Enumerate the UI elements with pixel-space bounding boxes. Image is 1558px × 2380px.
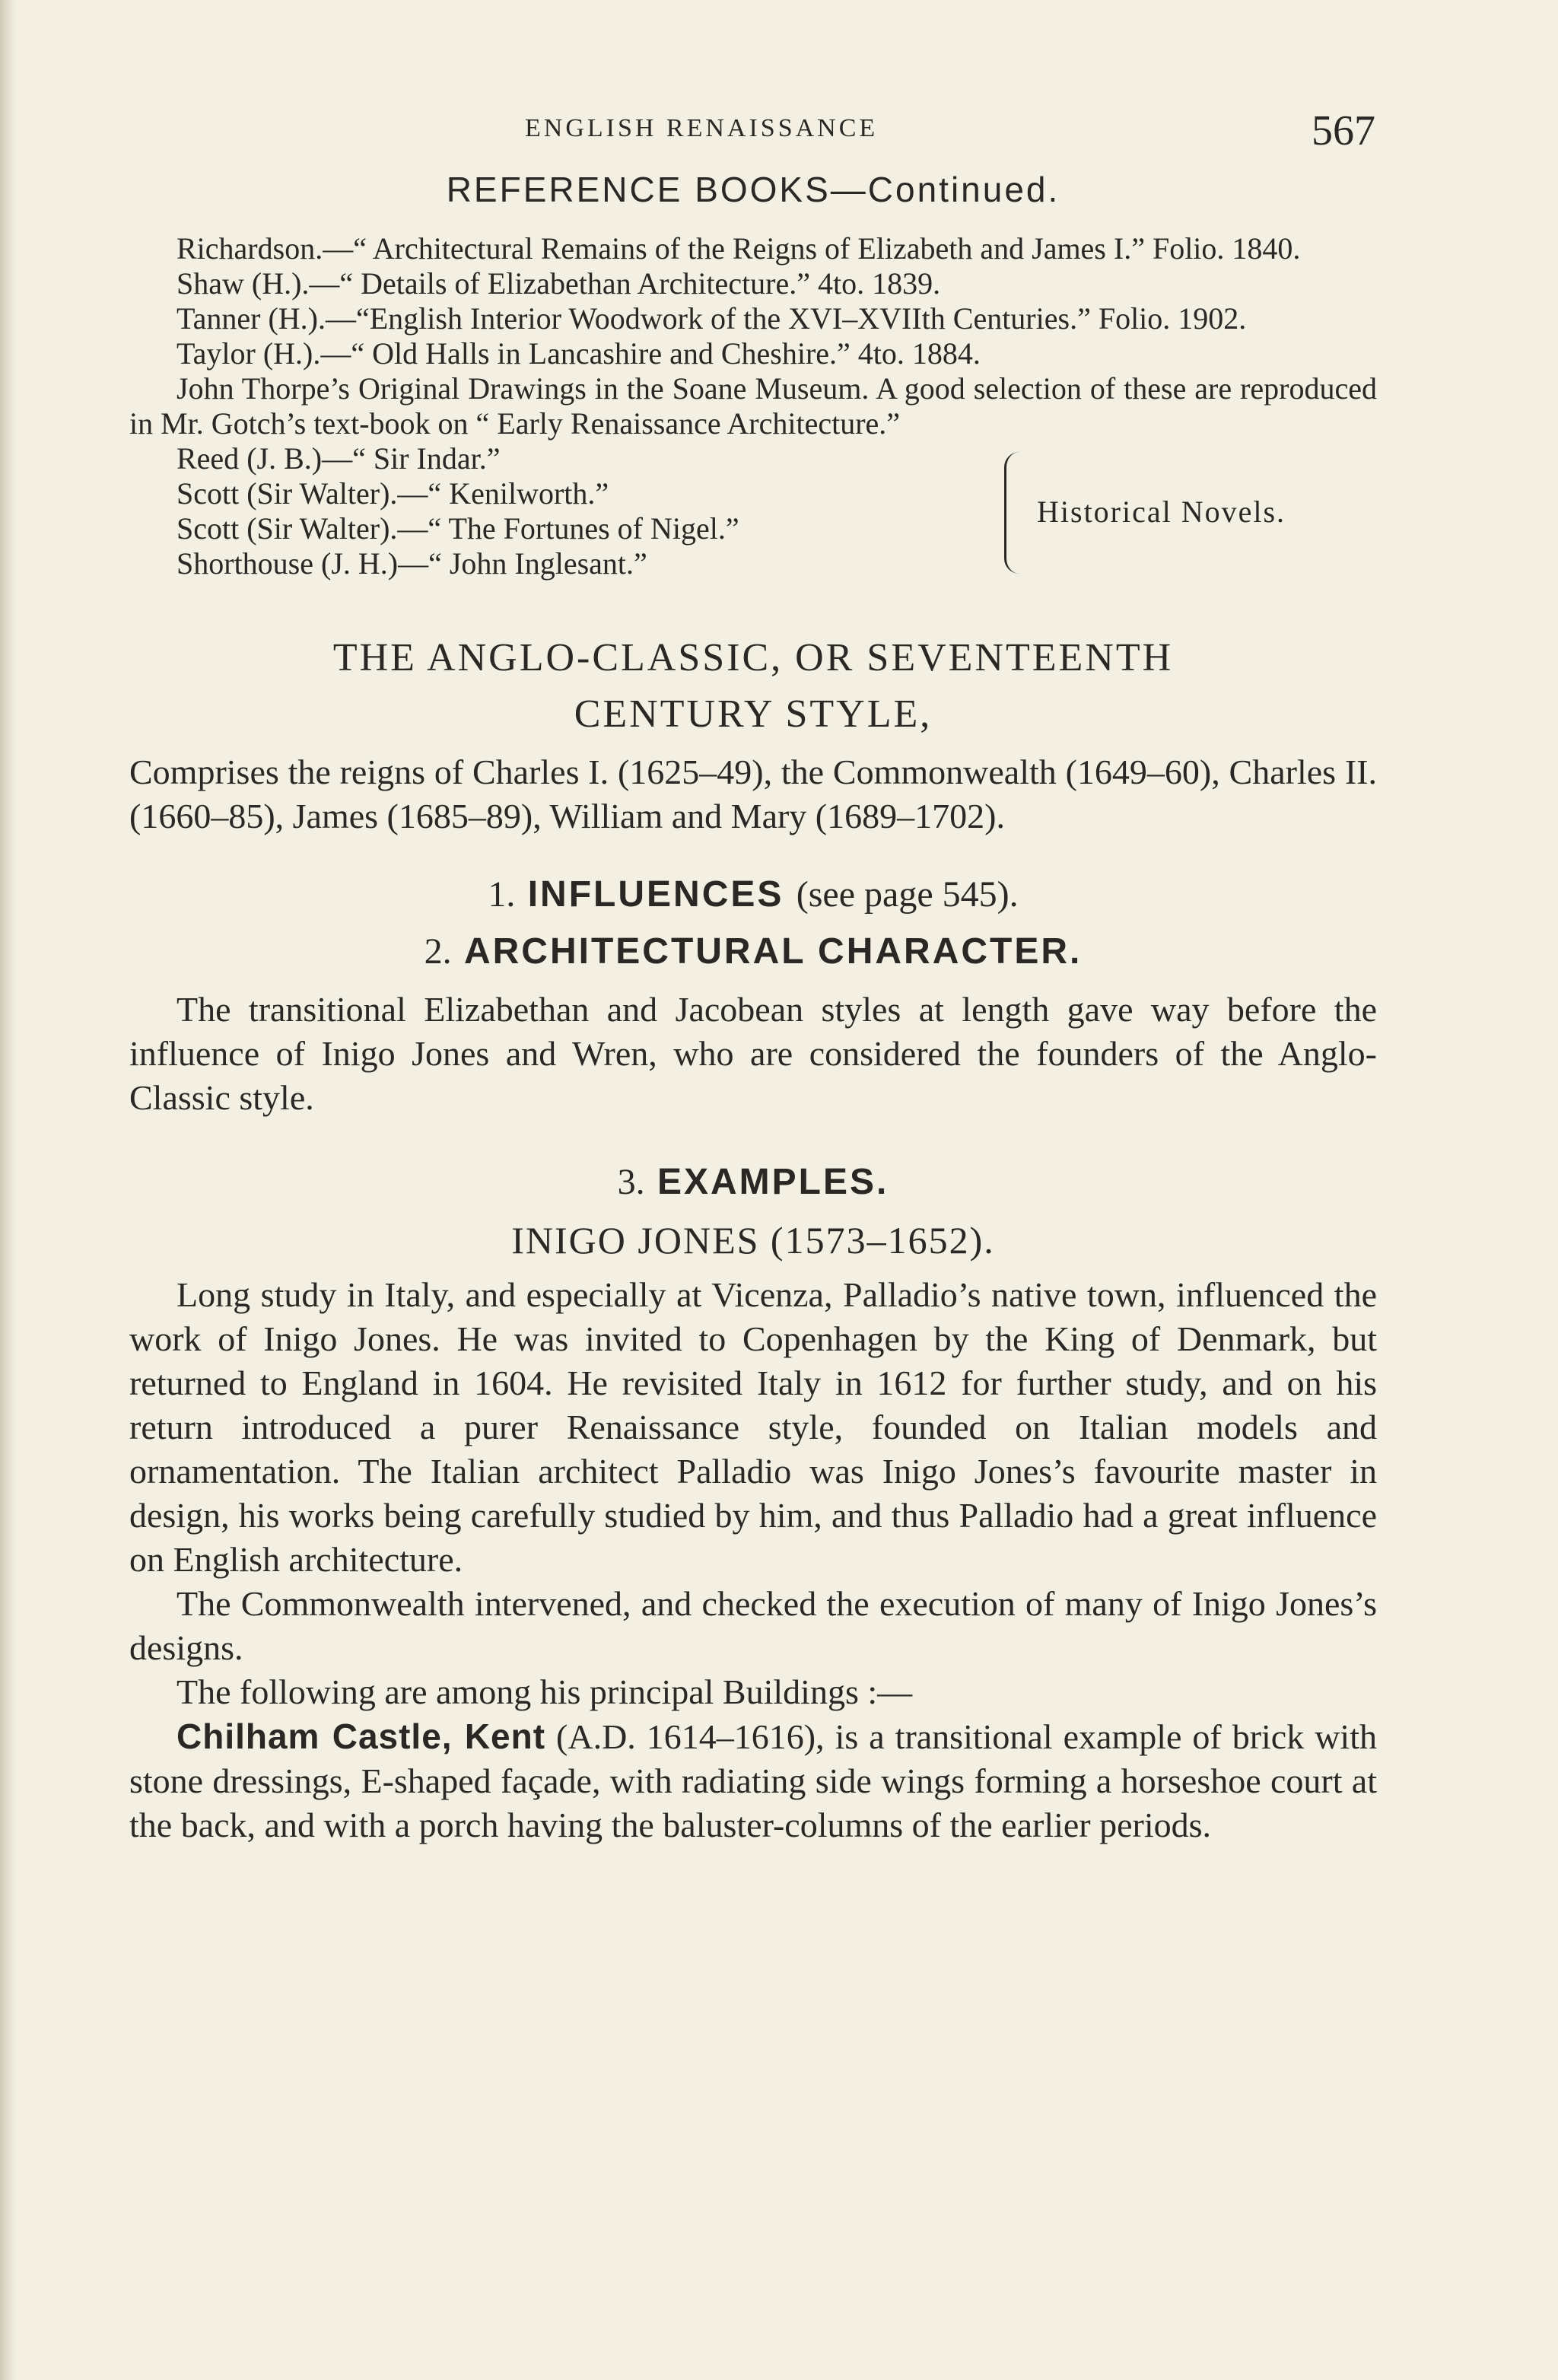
brace-icon (1004, 452, 1029, 574)
section-examples-heading (129, 1161, 1377, 1203)
book-spine-shadow (0, 0, 17, 2380)
page-content (129, 107, 1377, 1847)
novel-entry: Scott (Sir Walter).—“ Kenilworth.” (176, 476, 609, 511)
reference-entry: Taylor (H.).—“ Old Halls in Lancashire and Cheshire.” 4to. 1884. (176, 336, 981, 371)
building-name: Chilham Castle, Kent (176, 1717, 546, 1756)
historical-novels-group (129, 441, 1377, 581)
page-number: 567 (1312, 107, 1375, 154)
section-title: INFLUENCES (527, 874, 784, 915)
novels-list (129, 441, 1004, 581)
novel-entry: Shorthouse (J. H.)—“ John Inglesant.” (176, 546, 647, 581)
date-prefix: (A.D. (556, 1717, 636, 1756)
section-number: 2. (424, 931, 452, 972)
section-influences-heading (129, 873, 1377, 915)
style-title (129, 630, 1377, 743)
style-title-line2: CENTURY STYLE, (574, 692, 933, 736)
novel-entry: Reed (J. B.)—“ Sir Indar.” (176, 441, 501, 476)
running-head-title: ENGLISH RENAISSANCE (525, 114, 879, 142)
chilham-paragraph (129, 1714, 1377, 1847)
section-page-ref: (see page 545). (796, 874, 1019, 915)
reference-entry: Tanner (H.).—“English Interior Woodwork of the XVI–XVIIth Centuries.” Folio. 1902. (176, 301, 1247, 336)
section-title: EXAMPLES. (657, 1162, 889, 1202)
reference-entry: Richardson.—“ Architectural Remains of the Reigns of Elizabeth and James I.” Folio. 1840. (176, 231, 1301, 266)
chilham-description: 1614–1616), is a transitional example of brick with stone dressings, E-shaped façade, with radiating side wings forming a horseshoe court at the back, and with a porch having the baluster-columns of the earlier periods. (129, 1717, 1377, 1844)
novel-entry: Scott (Sir Walter).—“ The Fortunes of Nigel.” (176, 511, 739, 546)
reference-entry: John Thorpe’s Original Drawings in the Soane Museum. A good selection of these are reproduced in Mr. Gotch’s text-book on “ Early Renaissance Architecture.” (129, 371, 1377, 441)
section-character-heading (129, 931, 1377, 972)
section-number: 1. (488, 874, 516, 915)
reference-heading: REFERENCE BOOKS—Continued. (446, 170, 1060, 209)
reference-entry: Shaw (H.).—“ Details of Elizabethan Architecture.” 4to. 1839. (176, 266, 941, 301)
section-number: 3. (617, 1162, 645, 1202)
running-head (129, 107, 1377, 160)
body-paragraph: The Commonwealth intervened, and checked the execution of many of Inigo Jones’s designs. (129, 1584, 1377, 1667)
body-paragraph: Long study in Italy, and especially at Vicenza, Palladio’s native town, influenced the work of Inigo Jones. He was invited to Copenhagen by the King of Denmark, but returned to England in 1604. He revisited Italy in 1612 for further study, and on his return introduced a purer Renaissance style, founded on Italian models and ornamentation. The Italian architect Palladio was Inigo Jones’s favourite master in design, his works being carefully studied by him, and thus Palladio had a great influence on English architecture. (129, 1275, 1377, 1579)
section-title: ARCHITECTURAL CHARACTER. (463, 931, 1083, 972)
style-title-line1: THE ANGLO-CLASSIC, OR SEVENTEENTH (332, 636, 1174, 679)
style-intro: Comprises the reigns of Charles I. (1625–49), the Commonwealth (1649–60), Charles II. (1660–85), James (1685–89), William and Mary (1689–1702). (129, 752, 1377, 835)
character-paragraph: The transitional Elizabethan and Jacobean styles at length gave way before the influence of Inigo Jones and Wren, who are considered the founders of the Anglo-Classic style. (129, 990, 1377, 1117)
body-paragraph: The following are among his principal Buildings :— (176, 1672, 913, 1711)
inigo-jones-heading: INIGO JONES (1573–1652). (511, 1219, 995, 1262)
novels-label: Historical Novels. (1037, 494, 1286, 529)
